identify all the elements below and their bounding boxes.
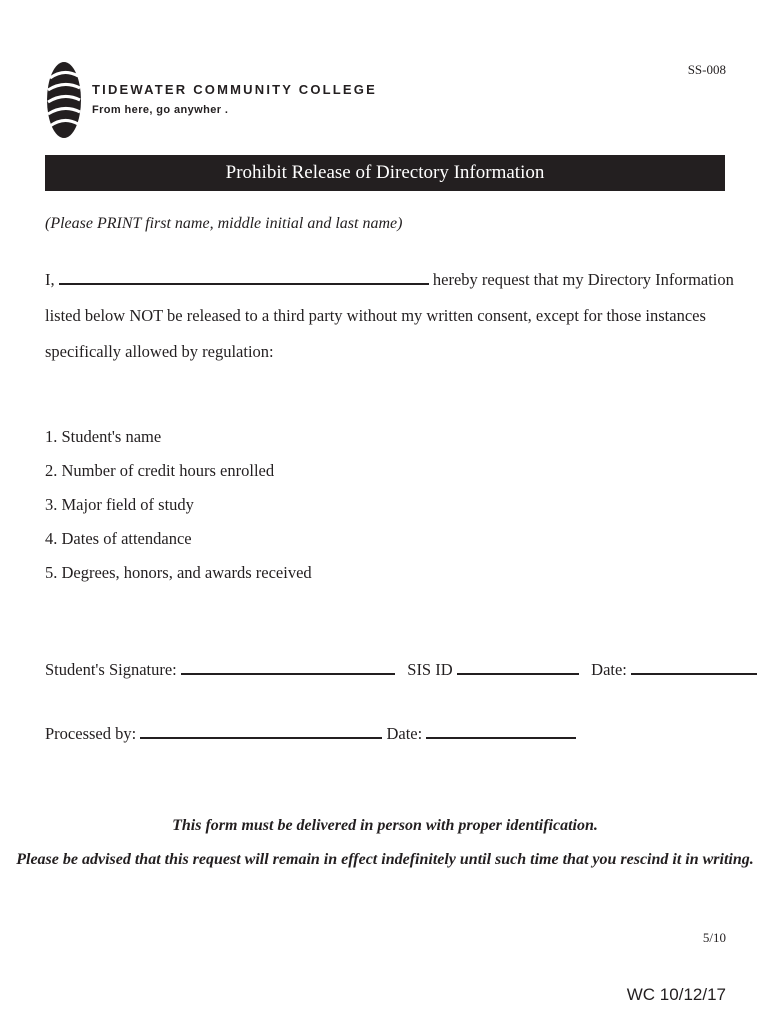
statement-text: hereby request that my Directory Information listed below NOT be released to a third party without my written consent, except for those instances specifically allowed by regulation:	[45, 270, 734, 361]
directory-info-list	[45, 420, 312, 590]
signature-row	[45, 660, 757, 680]
list-item: 1. Student's name	[45, 427, 162, 446]
list-item: 3. Major field of study	[45, 495, 194, 514]
form-title: Prohibit Release of Directory Information	[225, 162, 545, 183]
college-name: TIDEWATER COMMUNITY COLLEGE	[92, 82, 377, 97]
list-item: 5. Degrees, honors, and awards received	[45, 563, 312, 582]
name-field[interactable]	[59, 271, 429, 285]
processed-row	[45, 724, 576, 744]
sis-id-label: SIS ID	[407, 660, 453, 679]
processed-by-field[interactable]	[140, 725, 382, 739]
print-name-instruction: (Please PRINT first name, middle initial and last name)	[45, 215, 403, 232]
processed-date-label: Date:	[386, 724, 423, 743]
request-statement	[45, 262, 735, 370]
processed-by-label: Processed by:	[45, 724, 137, 743]
student-signature-field[interactable]	[181, 661, 395, 675]
list-item: 4. Dates of attendance	[45, 529, 192, 548]
date-field[interactable]	[631, 661, 757, 675]
date-label: Date:	[591, 660, 627, 679]
college-logo-icon	[44, 60, 84, 140]
statement-prefix: I,	[45, 270, 55, 289]
college-tagline: From here, go anywher .	[92, 104, 229, 116]
delivery-notice: This form must be delivered in person with proper identification.	[172, 817, 598, 834]
student-signature-label: Student's Signature:	[45, 660, 177, 679]
sis-id-field[interactable]	[457, 661, 579, 675]
revision-date: 5/10	[702, 930, 726, 945]
title-bar	[45, 155, 725, 191]
processed-date-field[interactable]	[426, 725, 576, 739]
list-item: 2. Number of credit hours enrolled	[45, 461, 275, 480]
wc-code: WC 10/12/17	[626, 985, 726, 1004]
rescind-notice: Please be advised that this request will remain in effect indefinitely until such time that you rescind it in writing.	[16, 851, 754, 868]
form-code: SS-008	[687, 62, 726, 77]
